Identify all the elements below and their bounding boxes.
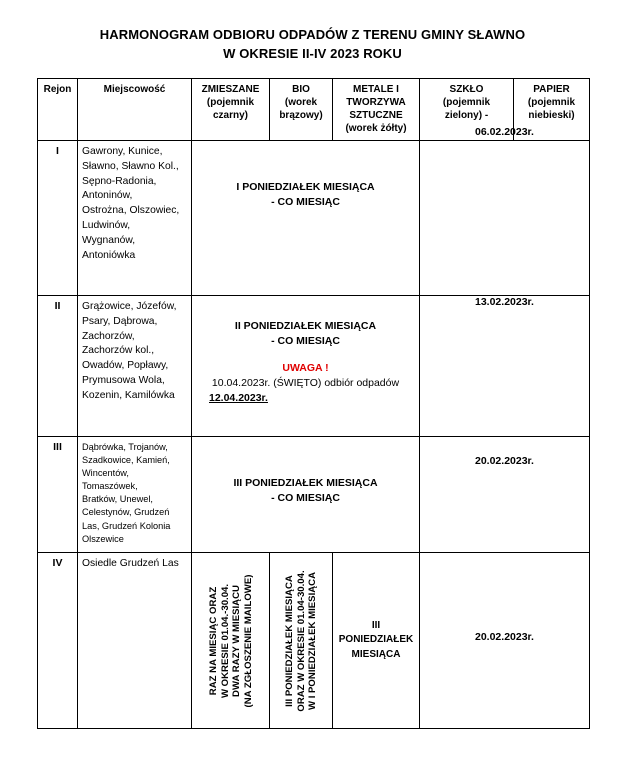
holiday-note: 10.04.2023r. (ŚWIĘTO) odbiór odpadów (211, 376, 400, 389)
places-cell: Grążowice, Józefów, Psary, Dąbrowa, Zachorzów, Zachorzów kol., Owadów, Popławy, Prymusowa Wola, Kozenin, Kamilówka (78, 296, 192, 437)
table-row (38, 437, 590, 553)
header-szklo: SZKŁO (pojemnik zielony) - (420, 79, 514, 141)
header-rejon: Rejon (38, 79, 78, 141)
warning-label: UWAGA ! (282, 361, 329, 374)
places-cell: Osiedle Grudzeń Las (78, 553, 192, 729)
header-zmieszane: ZMIESZANE (pojemnik czarny) (192, 79, 270, 141)
table-row (38, 141, 590, 296)
glass-paper-cell: 20.02.2023r. (420, 437, 590, 553)
glass-paper-cell: 06.02.2023r. (420, 141, 590, 296)
document-title-line-2: W OKRESIE II-IV 2023 ROKU (223, 46, 402, 61)
schedule-cell: II PONIEDZIAŁEK MIESIĄCA - CO MIESIĄC UWAGA ! 10.04.2023r. (ŚWIĘTO) odbiór odpadów 12.04.2023r. (192, 296, 420, 437)
header-papier: PAPIER (pojemnik niebieski) (514, 79, 590, 141)
schedule-cell: I PONIEDZIAŁEK MIESIĄCA - CO MIESIĄC (192, 141, 420, 296)
table-row (38, 553, 590, 729)
rejon-cell: III (38, 437, 78, 553)
bio-rotated-cell: III PONIEDZIAŁEK MIESIĄCA ORAZ W OKRESIE 01.04-30.04. W I PONIEDZIAŁEK MIESIĄCA (270, 553, 333, 729)
glass-paper-cell: 13.02.2023r. (420, 296, 590, 437)
document-title-line-1: HARMONOGRAM ODBIORU ODPADÓW Z TERENU GMINY SŁAWNO (99, 27, 526, 42)
schedule-cell: III PONIEDZIAŁEK MIESIĄCA - CO MIESIĄC (192, 437, 420, 553)
header-miejscowosc: Miejscowość (78, 79, 192, 141)
rejon-cell: II (38, 296, 78, 437)
header-bio: BIO (worek brązowy) (270, 79, 333, 141)
zmieszane-rotated-cell: RAZ NA MIESIĄC ORAZ W OKRESIE 01.04.-30.04. DWA RAZY W MIESIĄCU (NA ZGŁOSZENIE MAILOWE) (192, 553, 270, 729)
places-cell: Dąbrówka, Trojanów, Szadkowice, Kamień, Wincentów, Tomaszówek, Bratków, Unewel, Celestynów, Grudzeń Las, Grudzeń Kolonia Olszewice (78, 437, 192, 553)
holiday-note-date: 12.04.2023r. (209, 391, 268, 404)
table-row (38, 296, 590, 437)
metale-cell: III PONIEDZIAŁEK MIESIĄCA (333, 553, 420, 729)
places-cell: Gawrony, Kunice, Sławno, Sławno Kol., Sępno-Radonia, Antoninów, Ostrożna, Olszowiec, Ludwinów, Wygnanów, Antoniówka (78, 141, 192, 296)
header-metale: METALE I TWORZYWA SZTUCZNE (worek żółty) (333, 79, 420, 141)
schedule-table (37, 78, 590, 729)
glass-paper-cell: 20.02.2023r. (420, 553, 590, 729)
rejon-cell: I (38, 141, 78, 296)
rejon-cell: IV (38, 553, 78, 729)
